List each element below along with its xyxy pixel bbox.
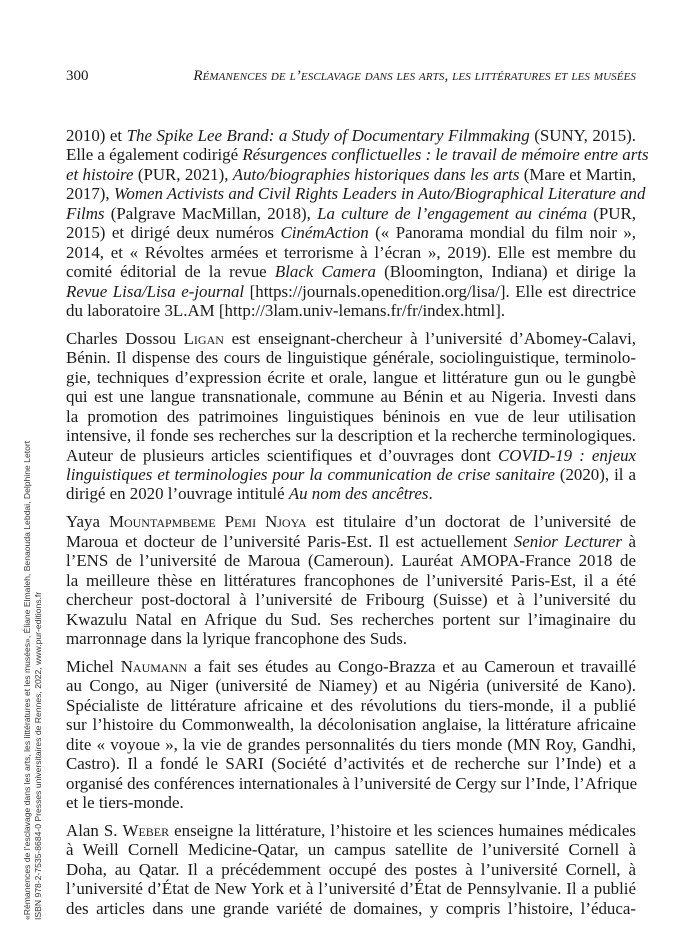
text-line	[66, 145, 649, 165]
text-run: à Weill Cornell Medicine-Qatar, un campus satellite de l’université Cornell à	[66, 840, 636, 860]
text-line	[66, 551, 636, 570]
text-run: Castro). Il a fondé le SARI (Société d’activités et de recherche sur l’Inde) et a	[66, 754, 636, 774]
text-line	[66, 793, 636, 812]
text-run: .	[428, 484, 433, 504]
text-run: dirigé en 2020 l’ouvrage intitulé	[66, 484, 289, 504]
text-line	[66, 262, 636, 281]
author-surname: Ligan	[183, 328, 224, 348]
text-run: est titulaire d’un doctorat de l’université de	[306, 512, 636, 532]
text-line	[66, 696, 636, 715]
text-run: 2017),	[66, 184, 114, 204]
text-run: Alan S.	[66, 820, 123, 840]
text-run: Bénin. Il dispense des cours de linguistique générale, sociolinguistique, terminolo-	[66, 348, 636, 368]
text-run: comité éditorial de la revue	[66, 262, 275, 282]
text-run: (SUNY, 2015).	[529, 126, 637, 145]
work-title: The Spike Lee Brand: a Study of Documentary Filmmaking	[126, 126, 530, 145]
work-title: La culture de l’engagement au cinéma	[317, 203, 588, 223]
bio-paragraph	[66, 126, 649, 320]
text-line	[66, 465, 636, 484]
text-run: 2014, et « Révoltes armées et terrorisme à l’écran », 2019). Elle est membre du	[66, 242, 636, 262]
text-line	[66, 532, 636, 551]
text-line	[66, 840, 636, 859]
text-run: (2020), il a	[554, 464, 636, 484]
side-note-line-2: ISBN 978-2-7535-8684-0 Presses universitaires de Rennes, 2022, www.pur-editions.fr	[32, 591, 43, 920]
text-run: la meilleure thèse en littératures francophones de l’université Paris-Est, il a été	[66, 570, 636, 590]
text-line	[66, 590, 636, 609]
text-run: Spécialiste de littérature africaine et des révolutions du tiers-monde, il a publié	[66, 695, 636, 715]
text-line	[66, 165, 636, 184]
text-run: qui est une langue transnationale, commune au Bénin et au Nigeria. Investi dans	[66, 387, 636, 407]
text-line	[66, 368, 636, 387]
work-title: CinémAction	[280, 223, 369, 243]
work-title: Women Activists and Civil Rights Leaders in Auto/Biographical Literature and	[113, 184, 646, 204]
work-title: et histoire	[66, 164, 134, 184]
text-run: gie, techniques d’expression écrite et orale, langue et littérature gun ou le gungbè	[66, 367, 636, 387]
text-line	[66, 715, 636, 734]
bio-paragraph	[66, 512, 636, 648]
text-run: (Mare et Martin,	[519, 164, 636, 184]
text-line	[66, 243, 636, 262]
bio-paragraph	[66, 657, 636, 813]
side-note-line-1: «Rémanences de l’esclavage dans les arts, les littératures et les musées», Éliane Elmaleh, Benaouda Lebdai, Delphine Letort	[22, 440, 32, 920]
text-line	[66, 629, 636, 648]
author-surname: Naumann	[120, 656, 187, 676]
text-line	[66, 126, 636, 145]
text-line	[66, 426, 636, 445]
text-run: a fait ses études au Congo-Brazza et au Cameroun et travaillé	[186, 656, 636, 676]
author-surname: Mountapmbeme Pemi Njoya	[108, 512, 307, 532]
copyright-side-note	[22, 441, 43, 920]
text-run: intensive, il fonde ses recherches sur la description et la recherche terminologiques.	[66, 426, 636, 446]
text-line	[66, 821, 636, 840]
text-line	[66, 879, 636, 898]
work-title: Black Camera	[274, 262, 376, 282]
text-run: dite « voyoue », la vie de grandes personnalités du tiers monde (MN Roy, Gandhi,	[66, 734, 636, 754]
text-run: Doha, au Qatar. Il a précédemment occupé des postes à l’université Cornell, à	[66, 859, 636, 879]
work-title: linguistiques et terminologies pour la communication de crise sanitaire	[66, 464, 555, 484]
text-line	[66, 860, 636, 879]
text-run: la promotion des patrimoines linguistiques béninois en vue de leur utilisation	[66, 406, 636, 426]
text-run: l’ENS de l’université de Maroua (Cameroun). Lauréat AMOPA-France 2018 de	[66, 551, 636, 571]
text-run: marronnage dans la lyrique francophone des Suds.	[66, 628, 407, 648]
text-line	[66, 657, 636, 676]
page-number: 300	[66, 68, 89, 84]
work-title: Films	[66, 203, 105, 223]
text-run: Michel	[66, 656, 121, 676]
text-line	[66, 223, 636, 242]
text-run: (PUR, 2021),	[133, 164, 233, 184]
text-line	[66, 512, 636, 531]
text-line	[66, 610, 636, 629]
text-line	[66, 571, 636, 590]
text-run: Elle a également codirigé	[66, 145, 243, 165]
work-title: Revue Lisa/Lisa e-journal	[66, 281, 245, 301]
text-run: du laboratoire 3L.AM [http://3lam.univ-lemans.fr/fr/index.html].	[66, 300, 506, 320]
text-run: Auteur de plusieurs articles scientifiques et d’ouvrages dont	[66, 445, 498, 465]
text-line	[66, 184, 646, 204]
text-line	[66, 754, 636, 773]
text-run: est enseignant-chercheur à l’université d’Abomey-Calavi,	[223, 328, 636, 348]
text-line	[66, 282, 636, 301]
text-line	[66, 484, 636, 503]
text-line	[66, 387, 636, 406]
text-run: (Palgrave MacMillan, 2018),	[104, 203, 318, 223]
text-run: à	[621, 531, 636, 551]
text-run: des articles dans une grande variété de domaines, y compris l’histoire, l’éduca-	[66, 898, 636, 918]
text-run: et le tiers-monde.	[66, 792, 184, 812]
text-line	[66, 735, 636, 754]
author-surname: Weber	[122, 820, 170, 840]
text-run: au Congo, au Niger (université de Niamey) et au Nigéria (université de Kano).	[66, 676, 636, 696]
text-line	[66, 204, 636, 223]
text-run: l’université d’État de New York et à l’université d’État de Pennsylvanie. Il a publié	[66, 879, 636, 899]
text-run: Yaya	[66, 512, 109, 532]
work-title: Auto/biographies historiques dans les arts	[232, 164, 520, 184]
work-title: Au nom des ancêtres	[288, 484, 429, 504]
bio-paragraph	[66, 821, 636, 918]
running-title: Rémanences de l’esclavage dans les arts, les littératures et les musées	[193, 68, 636, 84]
text-run: (PUR,	[587, 203, 636, 223]
text-line	[66, 348, 636, 367]
text-run: sur l’histoire du Commonwealth, la décolonisation anglaise, la littérature africaine	[66, 715, 636, 735]
text-line	[66, 446, 636, 465]
page-body	[66, 126, 649, 927]
text-line	[66, 899, 636, 918]
text-run: (Bloomington, Indiana) et dirige la	[375, 262, 636, 282]
text-run: Kwazulu Natal en Afrique du Sud. Ses recherches portent sur l’imaginaire du	[66, 609, 636, 629]
text-run: (« Panorama mondial du film noir »,	[368, 223, 636, 243]
text-line	[66, 774, 636, 793]
text-run: [https://journals.openedition.org/lisa/]. Elle est directrice	[244, 281, 637, 301]
text-run: organisé des conférences internationales à l’université de Cergy sur l’Inde, l’Afrique	[66, 773, 638, 793]
text-line	[66, 676, 636, 695]
text-line	[66, 407, 636, 426]
text-run: 2010) et	[66, 126, 127, 145]
work-title: Résurgences conflictuelles : le travail de mémoire entre arts	[242, 145, 649, 165]
text-line	[66, 329, 636, 348]
text-run: 2015) et dirigé deux numéros	[66, 223, 281, 243]
text-run: enseigne la littérature, l’histoire et les sciences humaines médicales	[169, 820, 636, 840]
work-title: COVID-19 : enjeux	[498, 445, 637, 465]
text-line	[66, 301, 636, 320]
text-run: Maroua et docteur de l’université Paris-Est. Il est actuellement	[66, 531, 514, 551]
text-run: Charles Dossou	[66, 328, 184, 348]
work-title: Senior Lecturer	[513, 531, 622, 551]
text-run: chercheur post-doctoral à l’université de Fribourg (Suisse) et à l’université du	[66, 590, 636, 610]
bio-paragraph	[66, 329, 636, 504]
